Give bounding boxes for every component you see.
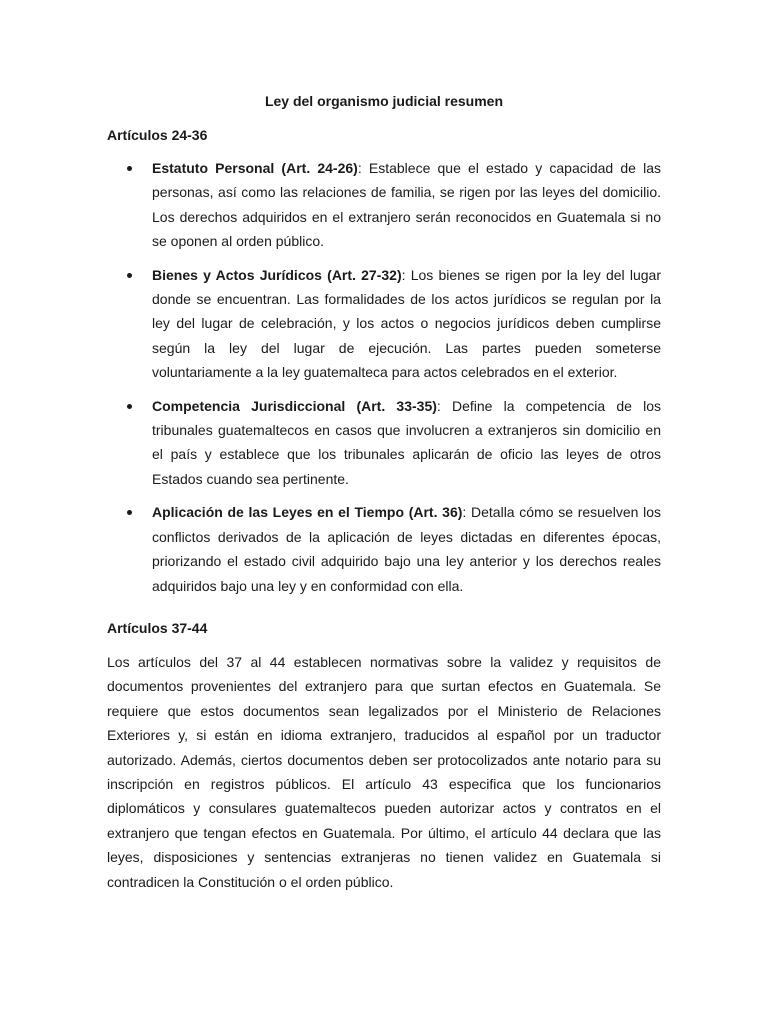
list-item — [107, 500, 661, 598]
bullet-text: : Detalla cómo se resuelven los conflictos derivados de la aplicación de leyes dictadas en diferentes épocas, priorizando el estado civil adquirido bajo una ley anterior y los derechos reales adquiridos bajo una ley y en conformidad con ella. — [152, 504, 661, 594]
document-title: Ley del organismo judicial resumen — [264, 93, 504, 109]
bullet-lead: Bienes y Actos Jurídicos (Art. 27-32) — [152, 266, 402, 283]
bullet-icon — [127, 404, 132, 409]
bullet-list-articulos-24-36 — [107, 156, 661, 607]
bullet-text: : Los bienes se rigen por la ley del lugar donde se encuentran. Las formalidades de los actos jurídicos se regulan por la ley del lugar de celebración, y los actos o negocios jurídicos deben cumplirse según la ley del lugar de ejecución. Las partes pueden someterse voluntariamente a la ley guatemalteca para actos celebrados en el exterior. — [152, 266, 661, 381]
list-item — [107, 156, 661, 254]
bullet-text: : Establece que el estado y capacidad de las personas, así como las relaciones de familia, se rigen por las leyes del domicilio. Los derechos adquiridos en el extranjero serán reconocidos en Guatemala si no se oponen al orden público. — [152, 160, 661, 250]
bullet-icon — [127, 273, 132, 278]
bullet-text: : Define la competencia de los tribunales guatemaltecos en casos que involucren a extranjeros sin domicilio en el país y establece que los tribunales aplicarán de oficio las leyes de otros Estados cuando sea pertinente. — [152, 397, 661, 487]
bullet-lead: Competencia Jurisdiccional (Art. 33-35) — [152, 397, 437, 414]
list-item — [107, 263, 661, 385]
bullet-icon — [127, 510, 132, 515]
list-item — [107, 394, 661, 492]
section-heading-articulos-37-44: Artículos 37-44 — [107, 620, 208, 636]
bullet-lead: Aplicación de las Leyes en el Tiempo (Art. 36) — [152, 504, 463, 521]
section-heading-articulos-24-36: Artículos 24-36 — [107, 127, 208, 143]
section-paragraph-articulos-37-44: Los artículos del 37 al 44 establecen normativas sobre la validez y requisitos de documentos provenientes del extranjero para que surtan efectos en Guatemala. Se requiere que estos documentos sean legalizados por el Ministerio de Relaciones Exteriores y, si están en idioma extranjero, traducidos al español por un traductor autorizado. Además, ciertos documentos deben ser protocolizados ante notario para su inscripción en registros públicos. El artículo 43 especifica que los funcionarios diplomáticos y consulares guatemaltecos pueden autorizar actos y contratos en el extranjero que tengan efectos en Guatemala. Por último, el artículo 44 declara que las leyes, disposiciones y sentencias extranjeras no tienen validez en Guatemala si contradicen la Constitución o el orden público. — [107, 654, 661, 890]
bullet-icon — [127, 166, 132, 171]
bullet-lead: Estatuto Personal (Art. 24-26) — [152, 160, 358, 176]
